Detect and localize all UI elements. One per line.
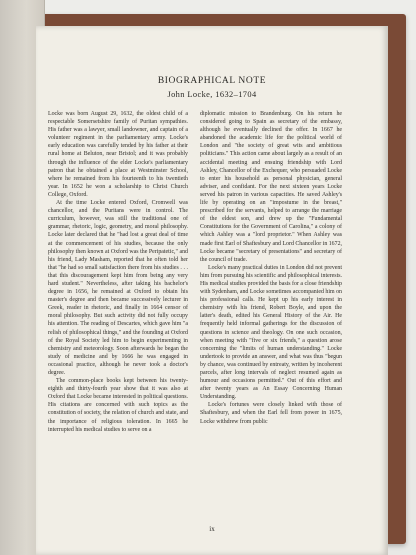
paragraph: At the time Locke entered Oxford, Cromwell was chancellor, and the Puritans were in control. The curriculum, however, was still the traditional one of grammar, rhetoric, logic, geometry, and moral philosophy. Locke later declared that he "had lost a great deal of time at the commencement of his studies, because the only philosophy then known at Oxford was the Peripatetic," and his friend, Lady Masham, reported that he often told her that "he had so small satisfaction there from his studies . . . that this discouragement kept him from being any very hard student." Nevertheless, after taking his bachelor's degree in 1656, he remained at Oxford to obtain his master's degree and then became successively lecturer in Greek, reader in rhetoric, and finally in 1664 censor of moral philosophy. But such activity did not fully occupy his attention. The reading of Descartes, which gave him "a relish of philosophical things," and the founding at Oxford of the Royal Society led him to begin experimenting in chemistry and meteorology. Soon afterwards he began the study of medicine and by 1666 he was engaged in occasional practice, although he never took a doctor's degree. (48, 200, 188, 376)
paragraph: The common-place books kept between his twenty-eighth and thirty-fourth year show that it was also at Oxford that Locke became interested in political questions. His citations are concerned with such topics as the constitution of society, the relation of church and state, and the importance of religious toleration. In 1665 he interrupted his medical studies to serve on a (48, 378, 188, 433)
paragraph: diplomatic mission to Brandenburg. On his return he considered going to Spain as secretary of the embassy, although he eventually declined the offer. In 1667 he abandoned the academic life for the political world of London and "the society of great wits and ambitious politicians." This action came about largely as a result of an accidental meeting and ensuing friendship with Lord Ashley, Chancellor of the Exchequer, who persuaded Locke to enter his household as personal physician, general adviser, and confidant. For the next sixteen years Locke served his patron in various capacities. He saved Ashley's life by operating on an "impostume in the breast," prescribed for the servants, helped to arrange the marriage of the eldest son, and drew up the "Fundamental Constitutions for the Government of Carolina," a colony of which Ashley was a "lord proprietor." When Ashley was made first Earl of Shaftesbury and Lord Chancellor in 1672, Locke became "secretary of presentations" and secretary of the council of trade. (200, 111, 342, 263)
paragraph: Locke was born August 29, 1632, the oldest child of a respectable Somersetshire family of Puritan sympathies. His father was a lawyer, small landowner, and captain of a volunteer regiment in the parliamentary army. Locke's early education was carefully tended by his father at their rural home at Beluton, near Bristol; and it was probably through the influence of the elder Locke's parliamentary patron that he obtained a place at Westminster School, where he remained from his fourteenth to his twentieth year. In 1652 he won a scholarship to Christ Church College, Oxford. (48, 111, 188, 198)
right-text-column (200, 110, 342, 426)
page-number: ix (209, 525, 215, 533)
page-subheading: John Locke, 1632–1704 (167, 90, 257, 99)
paragraph: Locke's fortunes were closely linked with those of Shaftesbury, and when the Earl fell from power in 1675, Locke withdrew from public (200, 402, 342, 425)
left-text-column (48, 110, 188, 434)
book-page (36, 26, 388, 555)
paragraph: Locke's many practical duties in London did not prevent him from pursuing his scientific and philosophical interests. His medical studies provided the basis for a close friendship with Sydenham, and Locke sometimes accompanied him on his professional calls. He kept up his early interest in chemistry with his friend, Robert Boyle, and upon the latter's death, edited his General History of the Air. He frequently held informal gatherings for the discussion of questions in science and theology. On one such occasion, when meeting with "five or six friends," a question arose concerning the "limits of human understanding." Locke undertook to provide an answer, and what was thus "begun by chance, was continued by entreaty, written by incoherent parcels, after long intervals of neglect resumed again as humour and occasions permitted." Out of this effort and after twenty years as An Essay Concerning Human Understanding. (200, 264, 342, 401)
page-heading: BIOGRAPHICAL NOTE (157, 76, 267, 86)
